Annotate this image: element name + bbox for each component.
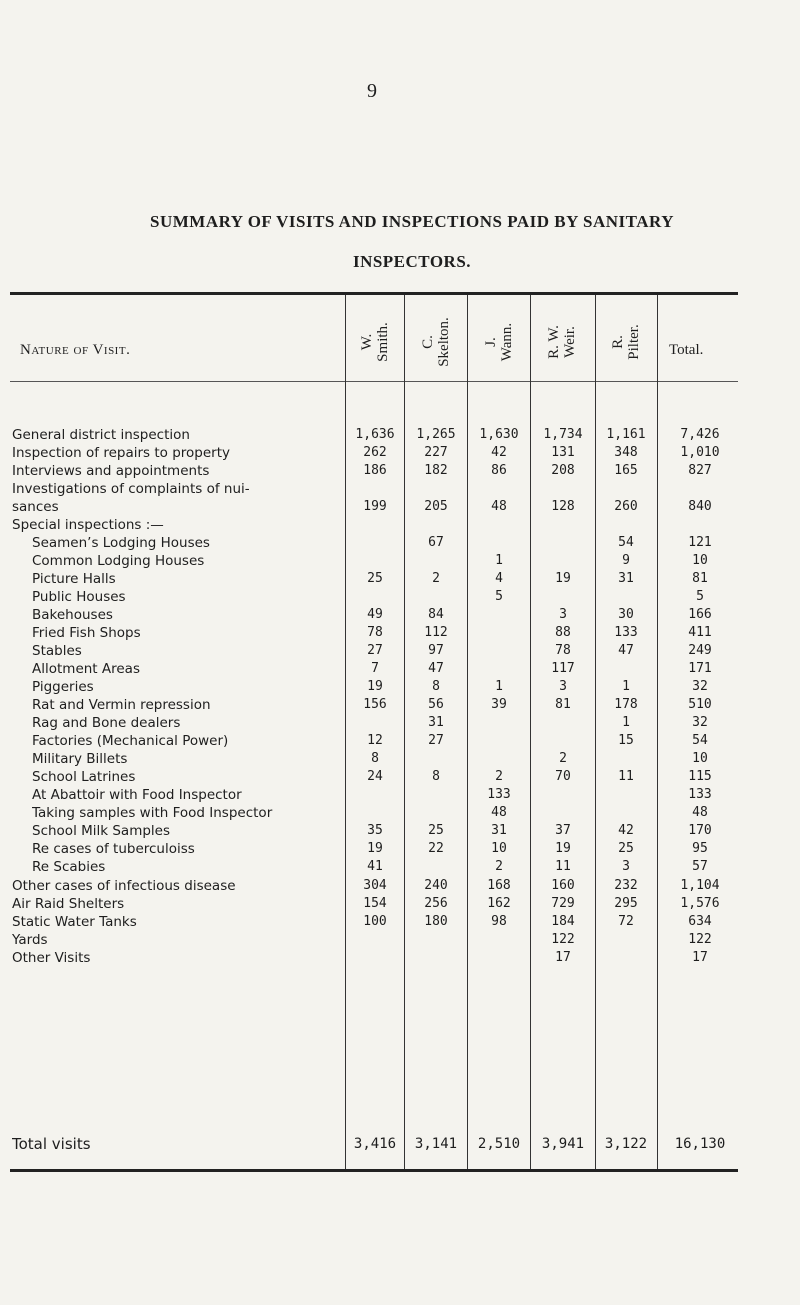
header-inspector: C. Skelton. <box>420 317 452 367</box>
inspector-count-cell: 27 <box>428 733 444 748</box>
inspector-count-cell <box>407 480 465 498</box>
inspector-count-cell: 12 <box>367 733 383 748</box>
row-label <box>12 877 342 895</box>
inspector-count-cell: 348 <box>614 445 638 460</box>
row-total-cell: 17 <box>692 950 708 965</box>
inspector-count-cell: 25 <box>618 841 634 856</box>
row-label <box>32 786 342 804</box>
row-label-text: Military Billets <box>32 751 128 767</box>
row-total-cell: 827 <box>688 463 712 478</box>
inspector-count-cell <box>597 949 655 967</box>
inspector-count-cell: 208 <box>551 463 575 478</box>
row-label <box>32 588 342 606</box>
row-label-text: Re cases of tuberculoiss <box>32 841 195 857</box>
inspector-count-cell: 240 <box>424 878 448 893</box>
row-total-cell: 54 <box>692 733 708 748</box>
row-label <box>32 732 342 750</box>
row-label <box>32 714 342 732</box>
row-label <box>32 660 342 678</box>
inspector-count-cell: 31 <box>428 715 444 730</box>
inspector-count-cell <box>347 931 403 949</box>
inspector-count-cell: 3,416 <box>353 1136 397 1152</box>
inspector-count-cell: 2 <box>495 859 503 874</box>
inspector-count-cell <box>470 606 528 624</box>
row-label <box>32 570 342 588</box>
row-label-text: At Abattoir with Food Inspector <box>32 787 242 803</box>
row-label <box>12 498 342 516</box>
inspector-count-cell <box>407 931 465 949</box>
inspector-count-cell: 11 <box>555 859 571 874</box>
header-inspector: R. W. Weir. <box>546 325 578 359</box>
row-total-cell: 7,426 <box>680 427 720 442</box>
row-label <box>32 696 342 714</box>
row-label <box>32 642 342 660</box>
inspector-count-cell: 3,122 <box>604 1136 648 1152</box>
inspector-count-cell: 22 <box>428 841 444 856</box>
inspector-count-cell: 729 <box>551 896 575 911</box>
inspector-count-cell <box>347 588 403 606</box>
inspector-count-cell <box>347 552 403 570</box>
inspector-count-cell: 88 <box>555 625 571 640</box>
inspector-count-cell: 25 <box>428 823 444 838</box>
inspector-count-cell <box>407 858 465 876</box>
inspector-count-cell: 56 <box>428 697 444 712</box>
row-label-text: General district inspection <box>12 427 190 443</box>
column-divider <box>404 295 405 1169</box>
inspector-count-cell <box>533 588 593 606</box>
inspector-count-cell: 27 <box>367 643 383 658</box>
page-title: SUMMARY OF VISITS AND INSPECTIONS PAID BY SANITARY <box>150 212 674 231</box>
inspector-count-cell: 17 <box>555 950 571 965</box>
row-label-text: Air Raid Shelters <box>12 896 125 912</box>
inspector-count-cell <box>407 552 465 570</box>
row-label-text: Yards <box>12 932 48 948</box>
inspector-count-cell: 1 <box>622 715 630 730</box>
inspector-count-cell <box>533 516 593 534</box>
row-total-cell: 133 <box>688 787 712 802</box>
inspector-count-cell: 25 <box>367 571 383 586</box>
inspector-count-cell: 78 <box>367 625 383 640</box>
row-total-cell: 115 <box>688 769 712 784</box>
inspector-count-cell <box>470 642 528 660</box>
inspector-count-cell: 131 <box>551 445 575 460</box>
inspector-count-cell <box>470 624 528 642</box>
inspector-count-cell: 3 <box>559 607 567 622</box>
row-total-cell <box>660 480 740 498</box>
row-total-cell: 166 <box>688 607 712 622</box>
inspector-count-cell <box>407 750 465 768</box>
row-label <box>12 480 342 498</box>
inspector-count-cell: 232 <box>614 878 638 893</box>
row-label <box>12 931 342 949</box>
inspector-count-cell: 3 <box>622 859 630 874</box>
inspector-count-cell: 100 <box>363 914 387 929</box>
inspector-count-cell <box>347 714 403 732</box>
row-total-cell: 1,010 <box>680 445 720 460</box>
row-label-text: Piggeries <box>32 679 94 695</box>
header-inspector: J. Wann. <box>483 322 515 362</box>
inspector-count-cell <box>347 516 403 534</box>
inspector-count-cell: 19 <box>555 841 571 856</box>
inspector-count-cell: 1,630 <box>479 427 519 442</box>
row-label <box>32 768 342 786</box>
inspector-count-cell <box>347 534 403 552</box>
inspector-count-cell: 78 <box>555 643 571 658</box>
inspector-count-cell: 7 <box>371 661 379 676</box>
inspector-count-cell <box>597 804 655 822</box>
inspector-count-cell: 165 <box>614 463 638 478</box>
row-total-cell: 1,104 <box>680 878 720 893</box>
row-label-text: Static Water Tanks <box>12 914 137 930</box>
inspector-count-cell: 98 <box>491 914 507 929</box>
row-label-text: Interviews and appointments <box>12 463 210 479</box>
column-divider <box>467 295 468 1169</box>
row-label-text: Allotment Areas <box>32 661 140 677</box>
inspector-count-cell: 39 <box>491 697 507 712</box>
row-total-cell: 32 <box>692 715 708 730</box>
row-label <box>32 678 342 696</box>
inspector-count-cell: 24 <box>367 769 383 784</box>
inspector-count-cell <box>407 804 465 822</box>
inspector-count-cell: 4 <box>495 571 503 586</box>
row-label <box>32 840 342 858</box>
inspector-count-cell <box>533 480 593 498</box>
inspector-count-cell: 133 <box>487 787 511 802</box>
inspector-count-cell <box>533 552 593 570</box>
header-inspector: R. Pilter. <box>610 324 642 360</box>
inspector-count-cell <box>533 804 593 822</box>
inspector-count-cell <box>470 931 528 949</box>
inspector-count-cell: 227 <box>424 445 448 460</box>
inspector-count-cell: 19 <box>367 679 383 694</box>
inspector-count-cell: 295 <box>614 896 638 911</box>
row-label-text: Re Scabies <box>32 859 106 875</box>
row-label <box>12 516 342 534</box>
inspector-count-cell: 3,141 <box>414 1136 458 1152</box>
row-label-text: Total visits <box>12 1135 91 1153</box>
row-total-cell: 16,130 <box>674 1136 726 1152</box>
row-total-cell: 57 <box>692 859 708 874</box>
inspector-count-cell: 41 <box>367 859 383 874</box>
inspector-count-cell: 81 <box>555 697 571 712</box>
inspector-count-cell: 15 <box>618 733 634 748</box>
header-total: Total. <box>669 342 704 358</box>
inspector-count-cell: 19 <box>367 841 383 856</box>
inspector-count-cell <box>597 786 655 804</box>
inspector-count-cell <box>470 516 528 534</box>
inspector-count-cell: 48 <box>491 805 507 820</box>
inspector-count-cell <box>533 714 593 732</box>
inspector-count-cell: 3 <box>559 679 567 694</box>
inspector-count-cell: 184 <box>551 914 575 929</box>
inspector-count-cell: 1,636 <box>355 427 395 442</box>
row-label-text: Fried Fish Shops <box>32 625 141 641</box>
column-divider <box>595 295 596 1169</box>
row-label-text: Stables <box>32 643 82 659</box>
row-label <box>12 1135 342 1153</box>
inspector-count-cell: 180 <box>424 914 448 929</box>
row-label-text: Rag and Bone dealers <box>32 715 181 731</box>
row-label-text: Picture Halls <box>32 571 116 587</box>
inspector-count-cell: 199 <box>363 499 387 514</box>
inspector-count-cell: 42 <box>491 445 507 460</box>
inspector-count-cell: 72 <box>618 914 634 929</box>
row-total-cell: 510 <box>688 697 712 712</box>
inspector-count-cell <box>470 534 528 552</box>
header-inspector: W. Smith. <box>359 322 391 362</box>
page-subtitle: INSPECTORS. <box>352 252 472 271</box>
row-label-text: Special inspections :— <box>12 517 164 533</box>
row-label <box>12 913 342 931</box>
inspector-count-cell <box>470 714 528 732</box>
table-top-rule <box>10 292 738 295</box>
inspector-count-cell: 2 <box>495 769 503 784</box>
row-label-text: Public Houses <box>32 589 126 605</box>
row-label-text: Other Visits <box>12 950 91 966</box>
inspector-count-cell: 47 <box>428 661 444 676</box>
row-label-text: Inspection of repairs to property <box>12 445 230 461</box>
inspector-count-cell: 8 <box>432 769 440 784</box>
inspector-count-cell <box>347 949 403 967</box>
row-label-text: Investigations of complaints of nui- <box>12 481 250 497</box>
inspector-count-cell: 8 <box>432 679 440 694</box>
inspector-count-cell <box>407 949 465 967</box>
inspector-count-cell: 84 <box>428 607 444 622</box>
row-label-text: Taking samples with Food Inspector <box>32 805 273 821</box>
row-total-cell: 1,576 <box>680 896 720 911</box>
page-number: 9 <box>367 80 377 102</box>
inspector-count-cell: 117 <box>551 661 575 676</box>
inspector-count-cell <box>597 750 655 768</box>
row-total-cell: 634 <box>688 914 712 929</box>
inspector-count-cell: 156 <box>363 697 387 712</box>
row-label <box>12 949 342 967</box>
inspector-count-cell <box>407 516 465 534</box>
row-label <box>32 552 342 570</box>
inspector-count-cell <box>470 660 528 678</box>
inspector-count-cell: 122 <box>551 932 575 947</box>
inspector-count-cell: 37 <box>555 823 571 838</box>
row-label <box>32 606 342 624</box>
inspector-count-cell <box>597 660 655 678</box>
header-separator <box>10 381 738 382</box>
row-total-cell: 171 <box>688 661 712 676</box>
inspector-count-cell: 54 <box>618 535 634 550</box>
row-label-text: Factories (Mechanical Power) <box>32 733 229 749</box>
inspector-count-cell: 30 <box>618 607 634 622</box>
inspector-count-cell <box>347 804 403 822</box>
inspector-count-cell: 2,510 <box>477 1136 521 1152</box>
row-label-text: School Latrines <box>32 769 136 785</box>
row-total-cell: 10 <box>692 553 708 568</box>
row-label <box>12 444 342 462</box>
row-total-cell <box>660 516 740 534</box>
inspector-count-cell <box>407 588 465 606</box>
row-label <box>32 534 342 552</box>
inspector-count-cell: 48 <box>491 499 507 514</box>
inspector-count-cell <box>470 750 528 768</box>
inspector-count-cell <box>470 732 528 750</box>
row-label-text: Other cases of infectious disease <box>12 878 236 894</box>
column-divider <box>657 295 658 1169</box>
inspector-count-cell: 154 <box>363 896 387 911</box>
row-label-text: School Milk Samples <box>32 823 171 839</box>
inspector-count-cell <box>533 534 593 552</box>
row-total-cell: 121 <box>688 535 712 550</box>
inspector-count-cell <box>347 480 403 498</box>
inspector-count-cell <box>470 480 528 498</box>
inspector-count-cell: 67 <box>428 535 444 550</box>
row-total-cell: 32 <box>692 679 708 694</box>
inspector-count-cell: 3,941 <box>541 1136 585 1152</box>
inspector-count-cell <box>470 949 528 967</box>
header-nature-of-visit: Nature of Visit. <box>20 342 131 358</box>
row-total-cell: 122 <box>688 932 712 947</box>
row-label-text: Common Lodging Houses <box>32 553 205 569</box>
row-total-cell: 48 <box>692 805 708 820</box>
inspector-count-cell: 1 <box>495 679 503 694</box>
row-total-cell: 840 <box>688 499 712 514</box>
row-total-cell: 411 <box>688 625 712 640</box>
table-bottom-rule <box>10 1169 738 1172</box>
inspector-count-cell: 260 <box>614 499 638 514</box>
inspector-count-cell <box>597 588 655 606</box>
inspector-count-cell: 70 <box>555 769 571 784</box>
inspector-count-cell: 1 <box>622 679 630 694</box>
row-label-text: Rat and Vermin repression <box>32 697 211 713</box>
row-label <box>12 895 342 913</box>
inspector-count-cell: 49 <box>367 607 383 622</box>
inspector-count-cell <box>597 480 655 498</box>
row-total-cell: 10 <box>692 751 708 766</box>
inspector-count-cell: 10 <box>491 841 507 856</box>
inspector-count-cell: 160 <box>551 878 575 893</box>
row-total-cell: 249 <box>688 643 712 658</box>
inspector-count-cell: 1,265 <box>416 427 456 442</box>
row-label <box>32 858 342 876</box>
inspector-count-cell: 11 <box>618 769 634 784</box>
inspector-count-cell: 97 <box>428 643 444 658</box>
inspector-count-cell: 47 <box>618 643 634 658</box>
inspector-count-cell: 8 <box>371 751 379 766</box>
inspector-count-cell: 35 <box>367 823 383 838</box>
inspector-count-cell: 5 <box>495 589 503 604</box>
inspector-count-cell: 9 <box>622 553 630 568</box>
inspector-count-cell <box>533 732 593 750</box>
row-label <box>32 750 342 768</box>
inspector-count-cell: 256 <box>424 896 448 911</box>
inspector-count-cell: 86 <box>491 463 507 478</box>
inspector-count-cell: 1,161 <box>606 427 646 442</box>
inspector-count-cell: 186 <box>363 463 387 478</box>
row-label <box>32 822 342 840</box>
row-label-text: Seamen’s Lodging Houses <box>32 535 210 551</box>
inspector-count-cell <box>533 786 593 804</box>
row-total-cell: 5 <box>696 589 704 604</box>
row-label <box>12 462 342 480</box>
inspector-count-cell <box>597 931 655 949</box>
inspector-count-cell: 178 <box>614 697 638 712</box>
inspector-count-cell <box>347 786 403 804</box>
inspector-count-cell: 2 <box>559 751 567 766</box>
row-label-text: sances <box>12 499 59 515</box>
inspector-count-cell: 304 <box>363 878 387 893</box>
row-label <box>12 426 342 444</box>
column-divider <box>345 295 346 1169</box>
inspector-count-cell: 31 <box>491 823 507 838</box>
row-total-cell: 95 <box>692 841 708 856</box>
inspector-count-cell: 262 <box>363 445 387 460</box>
inspector-count-cell: 31 <box>618 571 634 586</box>
column-divider <box>530 295 531 1169</box>
row-label <box>32 804 342 822</box>
row-total-cell: 170 <box>688 823 712 838</box>
row-label-text: Bakehouses <box>32 607 113 623</box>
inspector-count-cell: 128 <box>551 499 575 514</box>
inspector-count-cell: 182 <box>424 463 448 478</box>
inspector-count-cell: 205 <box>424 499 448 514</box>
inspector-count-cell: 2 <box>432 571 440 586</box>
inspector-count-cell: 42 <box>618 823 634 838</box>
inspector-count-cell <box>597 516 655 534</box>
row-total-cell: 81 <box>692 571 708 586</box>
inspector-count-cell: 162 <box>487 896 511 911</box>
inspector-count-cell <box>407 786 465 804</box>
row-label <box>32 624 342 642</box>
inspector-count-cell: 112 <box>424 625 448 640</box>
inspector-count-cell: 19 <box>555 571 571 586</box>
inspector-count-cell: 168 <box>487 878 511 893</box>
inspector-count-cell: 1,734 <box>543 427 583 442</box>
inspector-count-cell: 133 <box>614 625 638 640</box>
inspector-count-cell: 1 <box>495 553 503 568</box>
